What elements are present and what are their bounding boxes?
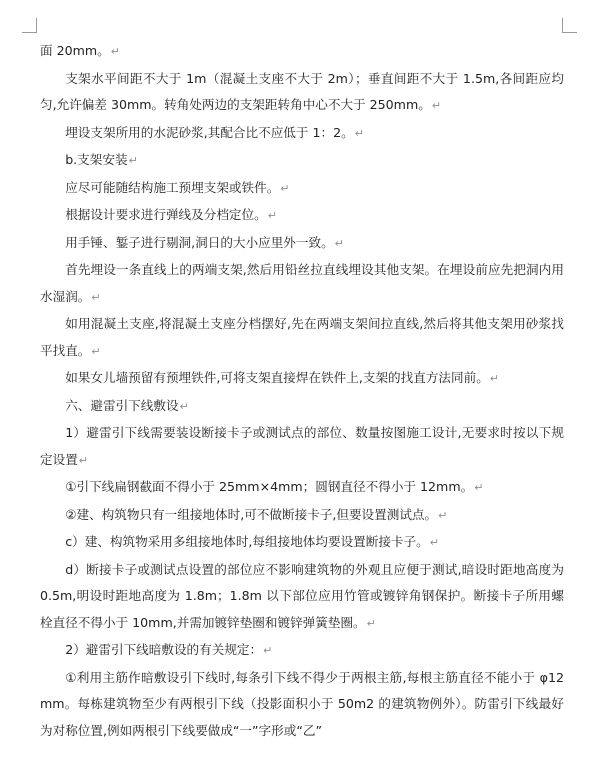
- paragraph-text: 如用混凝土支座,将混凝土支座分档摆好,先在两端支架间拉直线,然后将其他支架用砂浆找平找直。: [40, 316, 564, 358]
- paragraph-mark-icon: ↵: [334, 236, 344, 250]
- paragraph: [40, 502, 564, 530]
- paragraph: [40, 38, 564, 66]
- paragraph-text: d）断接卡子或测试点设置的部位应不影响建筑物的外观且应便于测试,暗设时距地高度为 0.5m,明设时距地高度为 1.8m；1.8m 以下部位应用竹管或镀锌角钢保护。断接卡子所用螺栓直径不得小于 10mm,并需加镀锌垫圈和镀锌弹簧垫圈。: [40, 561, 564, 630]
- paragraph-mark-icon: ↵: [474, 481, 484, 494]
- paragraph-mark-icon: ↵: [110, 45, 120, 58]
- paragraph-mark-icon: ↵: [179, 399, 189, 413]
- paragraph: [40, 257, 564, 311]
- paragraph-text: 2）避雷引下线暗敷设的有关规定：: [65, 642, 263, 657]
- paragraph: [40, 474, 564, 502]
- paragraph-text: 首先埋设一条直线上的两端支架,然后用铅丝拉直线埋设其他支架。在埋设前应先把洞内用水湿润。: [40, 262, 564, 304]
- paragraph: [40, 637, 564, 665]
- paragraph: [40, 311, 564, 365]
- paragraph-text: 埋设支架所用的水泥砂浆,其配合比不应低于 1：2。: [65, 124, 354, 140]
- paragraph: [40, 529, 564, 557]
- paragraph-mark-icon: ↵: [431, 99, 442, 112]
- paragraph: [40, 365, 564, 393]
- paragraph: [40, 420, 564, 474]
- paragraph-text: 用手锤、錾子进行剔洞,洞日的大小应里外一致。: [65, 234, 334, 250]
- paragraph-text: 1）避雷引下线需要装设断接卡子或测试点的部位、数量按图施工设计,无要求时按以下规定设置: [40, 425, 564, 467]
- paragraph-mark-icon: ↵: [438, 508, 448, 522]
- paragraph-mark-icon: ↵: [128, 154, 138, 167]
- paragraph: [40, 66, 564, 120]
- paragraph-text: 应尽可能随结构施工预埋支架或铁件。: [65, 179, 280, 195]
- paragraph-mark-icon: ↵: [354, 126, 364, 140]
- paragraph-mark-icon: ↵: [91, 290, 101, 304]
- paragraph-mark-icon: ↵: [429, 536, 439, 549]
- paragraph: [40, 175, 564, 203]
- paragraph-text: 如果女儿墙预留有预埋铁件,可将支架直接焊在铁件上,支架的找直方法同前。: [65, 370, 489, 385]
- paragraph-mark-icon: ↵: [78, 453, 88, 467]
- paragraph: [40, 147, 564, 175]
- paragraph: [40, 557, 564, 638]
- paragraph-text: 根据设计要求进行弹线及分档定位。: [65, 207, 267, 222]
- crop-mark-top-right: [562, 18, 577, 33]
- paragraph-text: c）建、构筑物采用多组接地体时,每组接地体均要设置断接卡子。: [65, 534, 429, 549]
- paragraph-text: ①引下线扁钢截面不得小于 25mm×4mm；圆钢直径不得小于 12mm。: [65, 479, 474, 494]
- paragraph: [40, 665, 564, 745]
- paragraph: [40, 202, 564, 230]
- document-body[interactable]: [40, 38, 564, 744]
- paragraph-mark-icon: ↵: [91, 344, 101, 358]
- paragraph-text: ①利用主筋作暗敷设引下线时,每条引下线不得少于两根主筋,每根主筋直径不能小于 φ12mm。每栋建筑物至少有两根引下线（投影面积小于 50m2 的建筑物例外）。防雷引下线最好为对称位置,例如两根引下线要做成“一”字形或“乙”: [40, 669, 564, 738]
- paragraph-mark-icon: ↵: [366, 616, 376, 630]
- paragraph-text: 支架水平间距不大于 1m（混凝土支座不大于 2m）；垂直间距不大于 1.5m,各间距应均匀,允许偏差 30mm。转角处两边的支架距转角中心不大于 250mm。: [40, 70, 564, 112]
- paragraph-mark-icon: ↵: [489, 372, 500, 385]
- paragraph: [40, 393, 564, 421]
- paragraph-text: ②建、构筑物只有一组接地体时,可不做断接卡子,但要设置测试点。: [65, 506, 438, 522]
- paragraph-text: 六、避雷引下线敷设: [65, 397, 179, 413]
- paragraph-mark-icon: ↵: [267, 209, 277, 222]
- paragraph-text: 面 20mm。: [40, 43, 110, 58]
- crop-mark-top-left: [22, 18, 37, 33]
- paragraph-mark-icon: ↵: [263, 644, 273, 657]
- paragraph: [40, 120, 564, 148]
- paragraph-mark-icon: ↵: [280, 181, 290, 195]
- paragraph: [40, 230, 564, 258]
- paragraph-text: b.支架安装: [65, 152, 128, 167]
